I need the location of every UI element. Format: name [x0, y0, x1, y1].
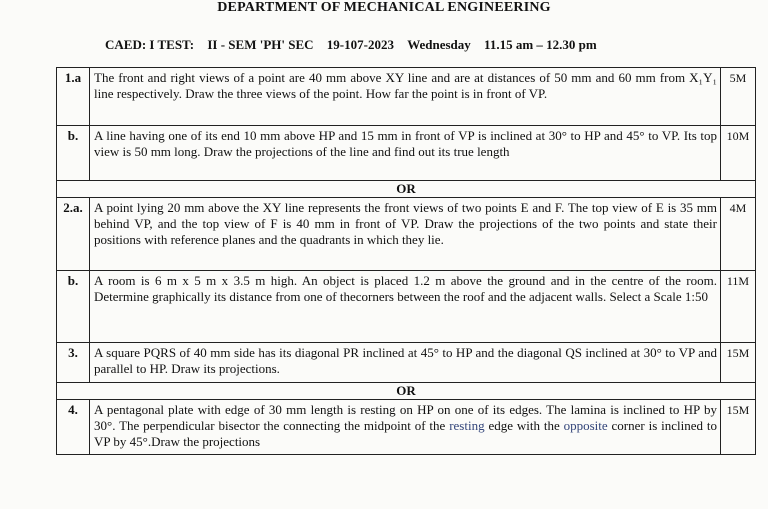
department-title: DEPARTMENT OF MECHANICAL ENGINEERING: [217, 0, 551, 15]
question-marks: 4M: [721, 198, 756, 271]
question-number: 2.a.: [57, 198, 90, 271]
question-row: [57, 198, 756, 271]
question-text-part: corner is inclined to VP by 45°.Draw the projections: [94, 418, 717, 449]
question-marks: 11M: [721, 271, 756, 343]
question-row: [57, 271, 756, 343]
or-separator-row: [57, 181, 756, 198]
question-text: A square PQRS of 40 mm side has its diagonal PR inclined at 45° to HP and the diagonal QS inclined at 30° to VP and parallel to HP. Draw its projections.: [90, 343, 721, 383]
semester-label: II - SEM 'PH' SEC: [207, 37, 314, 52]
question-row: [57, 126, 756, 181]
question-text-part: A pentagonal plate with edge of 30 mm length is resting on HP on one of its edges. The lamina is inclined to HP by 30°. The perpendicular bisector the connecting the midpoint of the: [94, 402, 717, 433]
exam-date: 19-107-2023: [326, 37, 394, 52]
question-number: 1.a: [57, 68, 90, 126]
question-text: A line having one of its end 10 mm above HP and 15 mm in front of VP is inclined at 30° to HP and 45° to VP. Its top view is 50 mm long. Draw the projections of the line and find out its true length: [90, 126, 721, 181]
question-row: [57, 343, 756, 383]
exam-day: Wednesday: [407, 37, 471, 52]
question-marks: 15M: [721, 400, 756, 455]
course-label: CAED: I TEST:: [105, 37, 195, 52]
question-number: 4.: [57, 400, 90, 455]
exam-time: 11.15 am – 12.30 pm: [484, 37, 597, 52]
question-text: The front and right views of a point are 40 mm above XY line and are at distances of 50 mm and 60 mm from X₁Y₁ line respectively. Draw the three views of the point. How far the point is in front of VP.: [90, 68, 721, 126]
question-row: [57, 68, 756, 126]
question-text-part: edge with the: [484, 418, 564, 433]
question-text: A point lying 20 mm above the XY line represents the front views of two points E and F. The top view of E is 35 mm behind VP, and the top view of F is 40 mm in front of VP. Draw the projections of the two points and state their positions with reference planes and the quadrants in which they lie.: [90, 198, 721, 271]
question-number: b.: [57, 126, 90, 181]
question-text-part: resting: [449, 418, 485, 433]
or-separator: OR: [57, 181, 756, 198]
question-text: [90, 400, 721, 455]
exam-header: [105, 37, 597, 53]
question-number: b.: [57, 271, 90, 343]
question-marks: 5M: [721, 68, 756, 126]
question-marks: 10M: [721, 126, 756, 181]
or-separator: OR: [57, 383, 756, 400]
question-text: A room is 6 m x 5 m x 3.5 m high. An object is placed 1.2 m above the ground and in the centre of the room. Determine graphically its distance from one of thecorners between the roof and the adjacent walls. Select a Scale 1:50: [90, 271, 721, 343]
or-separator-row: [57, 383, 756, 400]
question-row: [57, 400, 756, 455]
question-text-part: opposite: [563, 418, 608, 433]
question-marks: 15M: [721, 343, 756, 383]
question-number: 3.: [57, 343, 90, 383]
question-table: [56, 67, 756, 455]
